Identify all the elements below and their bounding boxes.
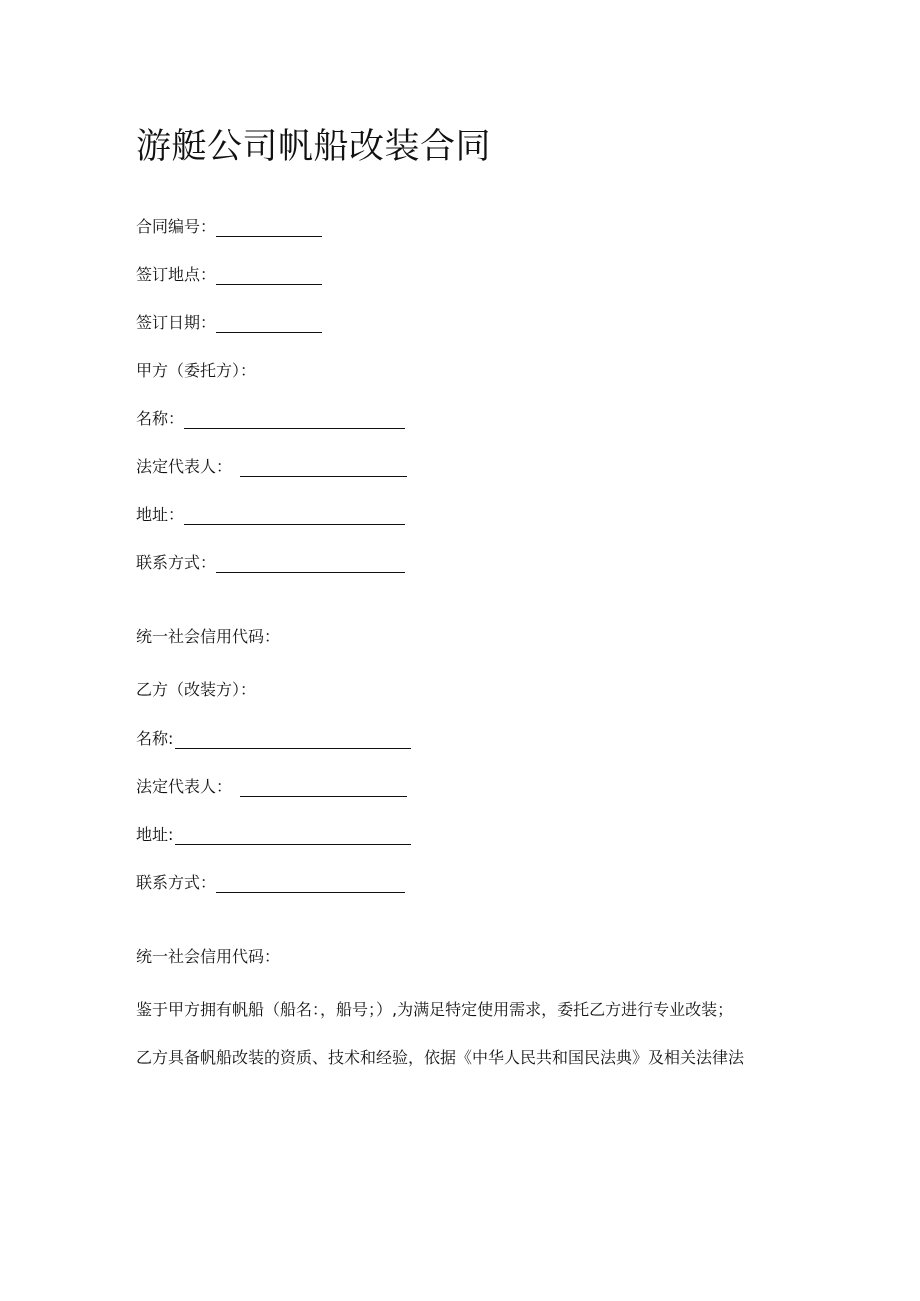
party-a-name-label: 名称： bbox=[136, 409, 185, 428]
party-a-heading bbox=[136, 359, 256, 383]
party-b-name-line bbox=[136, 727, 411, 751]
party-a-address-blank[interactable] bbox=[184, 506, 405, 525]
party-a-contact-label: 联系方式： bbox=[136, 553, 217, 572]
party-b-legal-rep-blank[interactable] bbox=[240, 778, 407, 797]
party-a-legal-rep-blank[interactable] bbox=[240, 458, 407, 477]
party-a-name-line bbox=[136, 407, 405, 431]
party-b-name-label: 名称: bbox=[136, 729, 174, 748]
body-paragraph-1: 鉴于甲方拥有帆船（船名：，船号；）,为满足特定使用需求，委托乙方进行专业改装； bbox=[136, 1000, 734, 1019]
contract-number-blank[interactable] bbox=[216, 218, 322, 237]
party-b-contact-label: 联系方式： bbox=[136, 873, 217, 892]
contract-number-label: 合同编号： bbox=[136, 217, 217, 236]
party-b-credit-code-line bbox=[136, 945, 280, 969]
sign-date-line bbox=[136, 311, 322, 335]
party-a-address-label: 地址： bbox=[136, 505, 185, 524]
party-b-heading-text: 乙方（改装方）： bbox=[136, 680, 257, 699]
party-b-contact-blank[interactable] bbox=[216, 874, 405, 893]
party-a-legal-rep-line bbox=[136, 455, 407, 479]
party-b-address-label: 地址: bbox=[136, 825, 174, 844]
document-title: 游艇公司帆船改装合同 bbox=[136, 127, 492, 167]
sign-place-label: 签订地点： bbox=[136, 265, 217, 284]
sign-place-line bbox=[136, 263, 322, 287]
party-b-legal-rep-label: 法定代表人： bbox=[136, 777, 233, 796]
body-paragraph-2: 乙方具备帆船改装的资质、技术和经验，依据《中华人民共和国民法典》及相关法律法 bbox=[136, 1048, 745, 1067]
party-a-legal-rep-label: 法定代表人： bbox=[136, 457, 233, 476]
sign-date-label: 签订日期： bbox=[136, 313, 217, 332]
party-a-name-blank[interactable] bbox=[184, 410, 405, 429]
party-a-credit-code-label: 统一社会信用代码： bbox=[136, 627, 281, 646]
party-a-heading-text: 甲方（委托方）： bbox=[136, 361, 257, 380]
contract-number-line bbox=[136, 215, 322, 239]
party-a-credit-code-line bbox=[136, 625, 280, 649]
party-b-name-blank[interactable] bbox=[175, 730, 411, 749]
party-a-address-line bbox=[136, 503, 405, 527]
sign-date-blank[interactable] bbox=[216, 314, 322, 333]
sign-place-blank[interactable] bbox=[216, 266, 322, 285]
party-b-credit-code-label: 统一社会信用代码： bbox=[136, 947, 281, 966]
party-a-contact-line bbox=[136, 551, 405, 575]
party-b-heading bbox=[136, 678, 256, 702]
party-b-contact-line bbox=[136, 871, 405, 895]
party-b-address-blank[interactable] bbox=[175, 826, 411, 845]
party-a-contact-blank[interactable] bbox=[216, 554, 405, 573]
party-b-address-line bbox=[136, 823, 411, 847]
party-b-legal-rep-line bbox=[136, 775, 407, 799]
